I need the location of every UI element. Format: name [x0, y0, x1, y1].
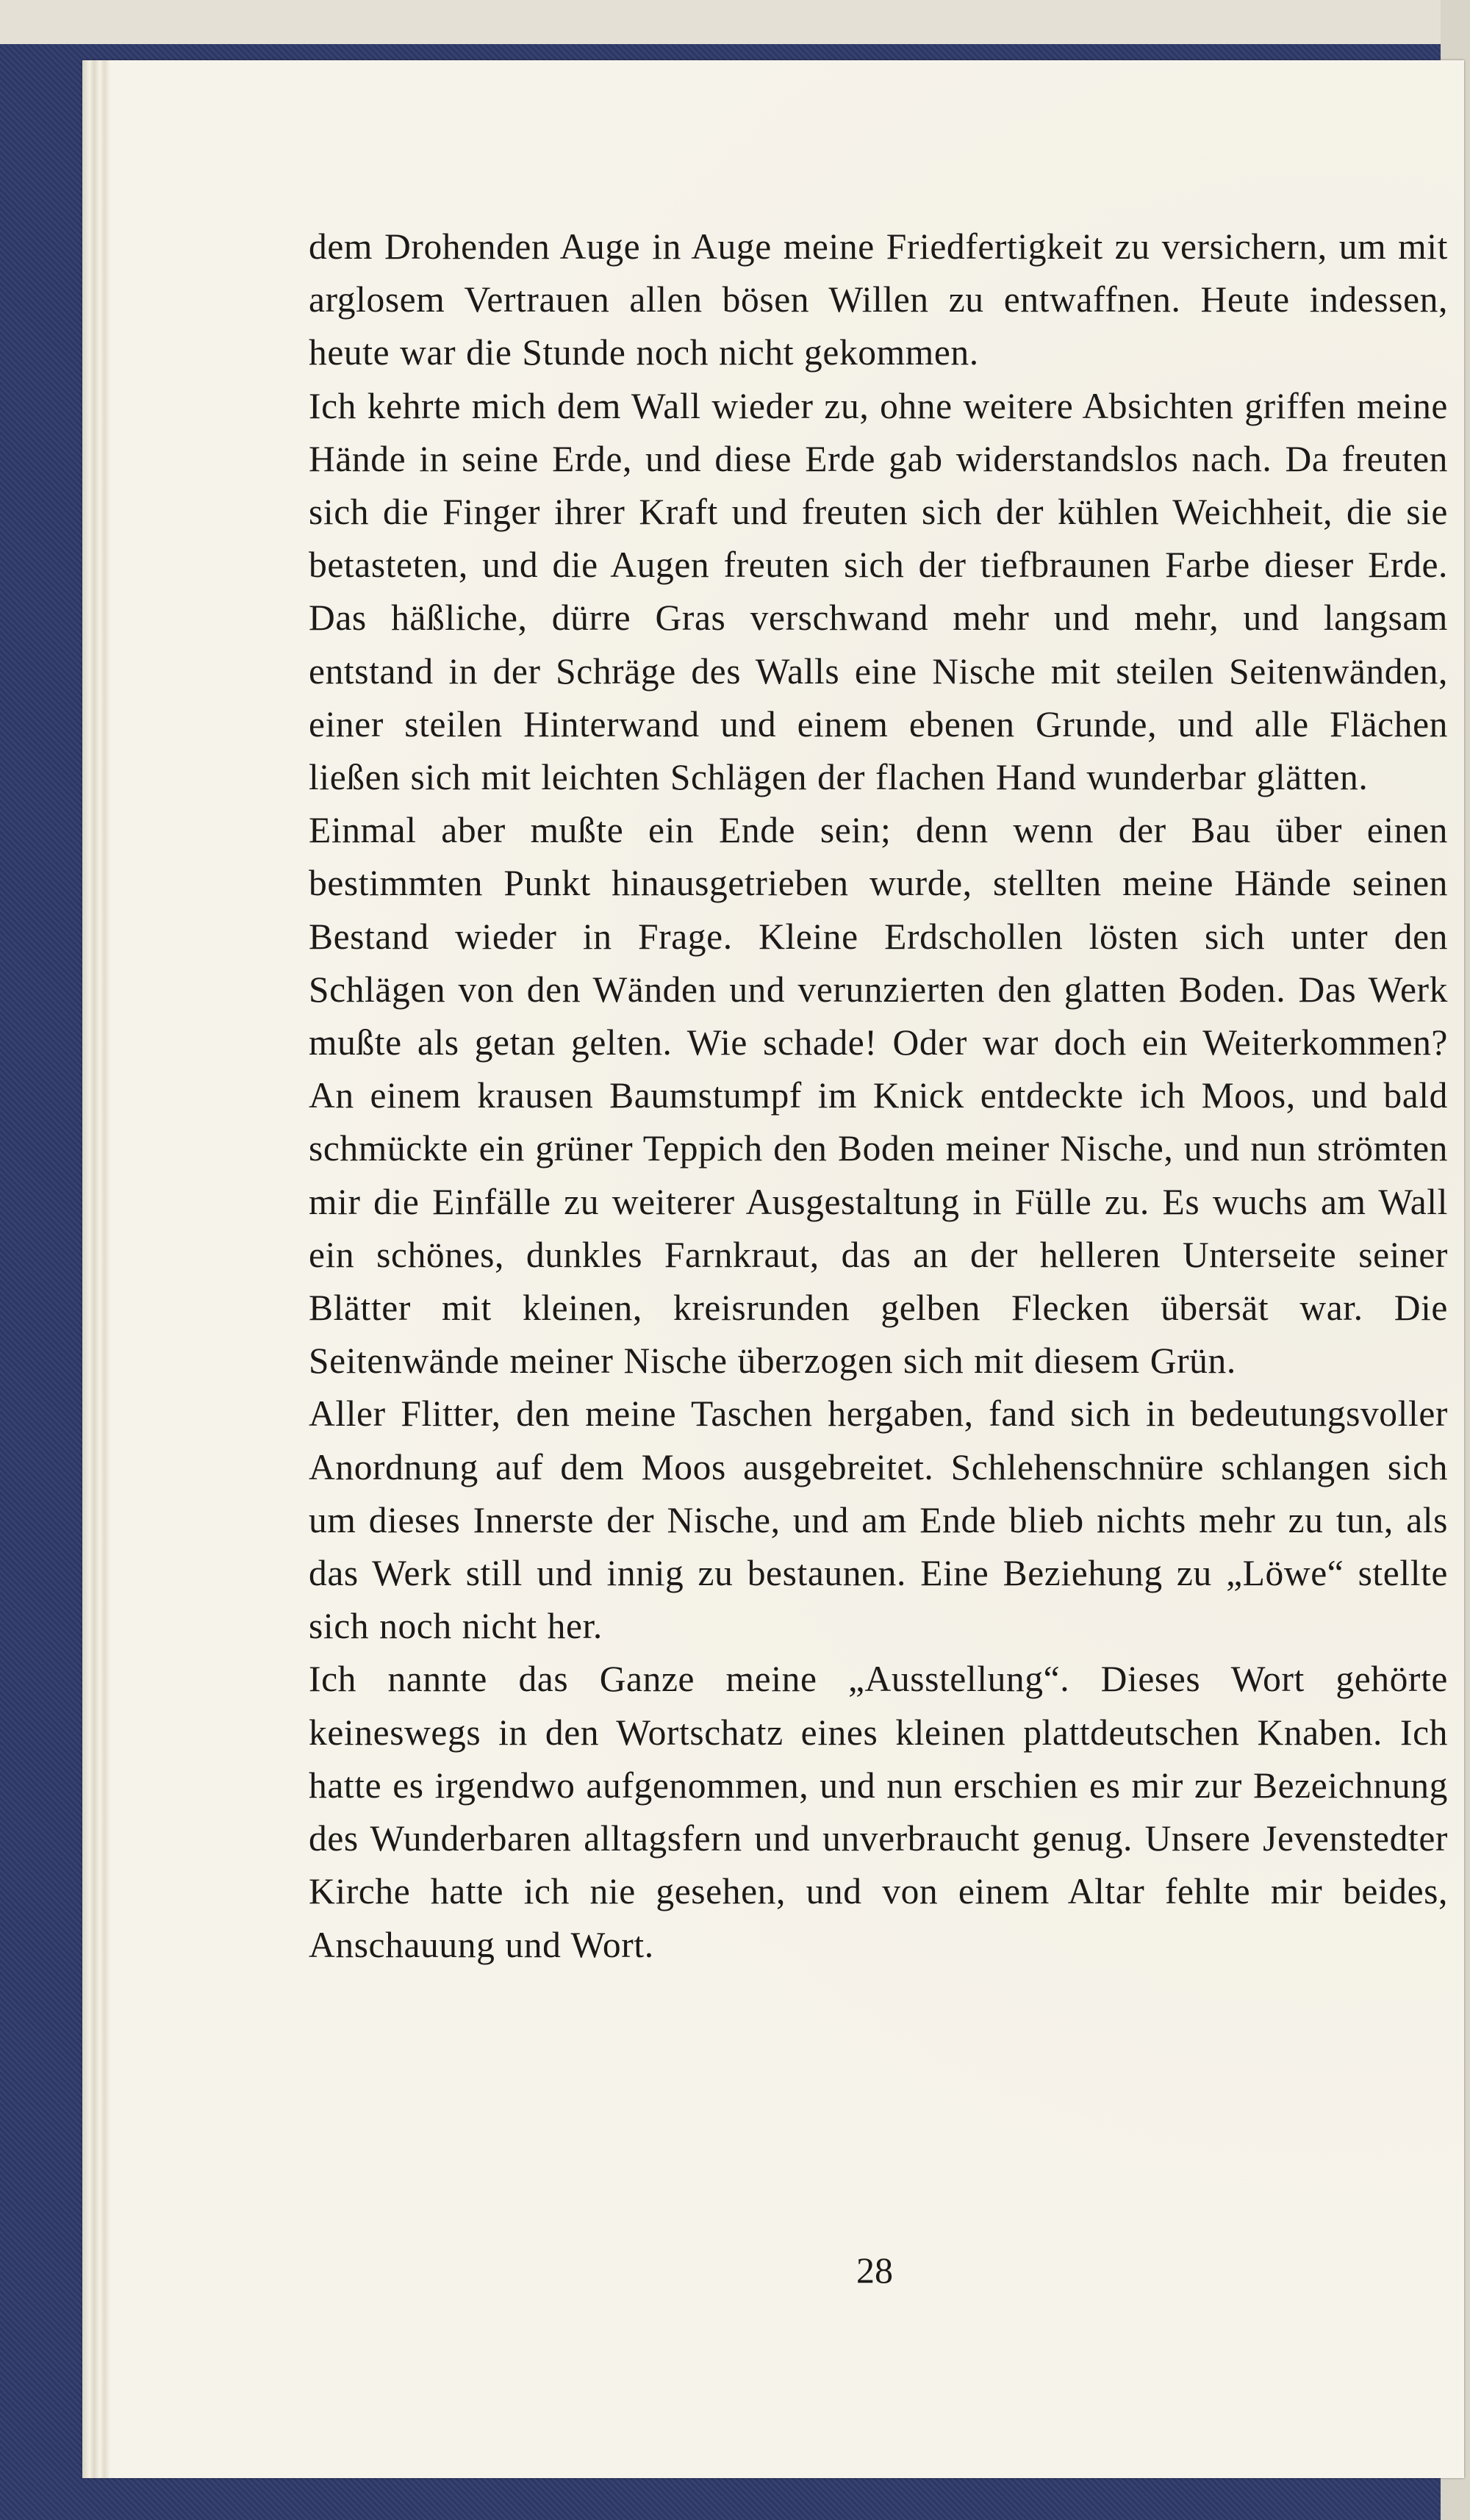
body-text: [309, 220, 1448, 1972]
paragraph-1: dem Drohenden Auge in Auge meine Friedfertigkeit zu versichern, um mit arglosem Vertrauen allen bösen Willen zu entwaffnen. Heute indessen, heute war die Stunde noch nicht gekommen.: [309, 226, 1448, 373]
book-top-edge: [0, 0, 1470, 44]
paragraph-4: Aller Flitter, den meine Taschen hergaben, fand sich in bedeutungsvoller Anordnung auf dem Moos ausgebreitet. Schlehenschnüre schlangen sich um dieses Innerste der Nische, und am Ende blieb nichts mehr zu tun, als das Werk still und innig zu bestaunen. Eine Beziehung zu „Löwe“ stellte sich noch nicht her.: [309, 1393, 1448, 1647]
paragraph-3: Einmal aber mußte ein Ende sein; denn wenn der Bau über einen bestimmten Punkt hinausgetrieben wurde, stellten meine Hände seinen Bestand wieder in Frage. Kleine Erdschollen lösten sich unter den Schlägen von den Wänden und verunzierten den glatten Boden. Das Werk mußte als getan gelten. Wie schade! Oder war doch ein Weiterkommen? An einem krausen Baumstumpf im Knick entdeckte ich Moos, und bald schmückte ein grüner Teppich den Boden meiner Nische, und nun strömten mir die Einfälle zu weiterer Ausgestaltung in Fülle zu. Es wuchs am Wall ein schönes, dunkles Farnkraut, das an der helleren Unterseite seiner Blätter mit kleinen, kreisrunden gelben Flecken übersät war. Die Seitenwände meiner Nische überzogen sich mit diesem Grün.: [309, 810, 1448, 1382]
paragraph-5: Ich nannte das Ganze meine „Ausstellung“. Dieses Wort gehörte keineswegs in den Wortschatz eines kleinen plattdeutschen Knaben. Ich hatte es irgendwo aufgenommen, und nun erschien es mir zur Bezeichnung des Wunderbaren alltagsfern und unverbraucht genug. Unsere Jevenstedter Kirche hatte ich nie gesehen, und von einem Altar fehlte mir beides, Anschauung und Wort.: [309, 1659, 1448, 1965]
paragraph-2: Ich kehrte mich dem Wall wieder zu, ohne weitere Absichten griffen meine Hände in seine Erde, und diese Erde gab widerstandslos nach. Da freuten sich die Finger ihrer Kraft und freuten sich der kühlen Weichheit, die sie betasteten, und die Augen freuten sich der tiefbraunen Farbe dieser Erde. Das häßliche, dürre Gras verschwand mehr und mehr, und langsam entstand in der Schräge des Walls eine Nische mit steilen Seitenwänden, einer steilen Hinterwand und einem ebenen Grunde, und alle Flächen ließen sich mit leichten Schlägen der flachen Hand wunderbar glätten.: [309, 385, 1448, 798]
page-number: 28: [856, 2250, 893, 2291]
